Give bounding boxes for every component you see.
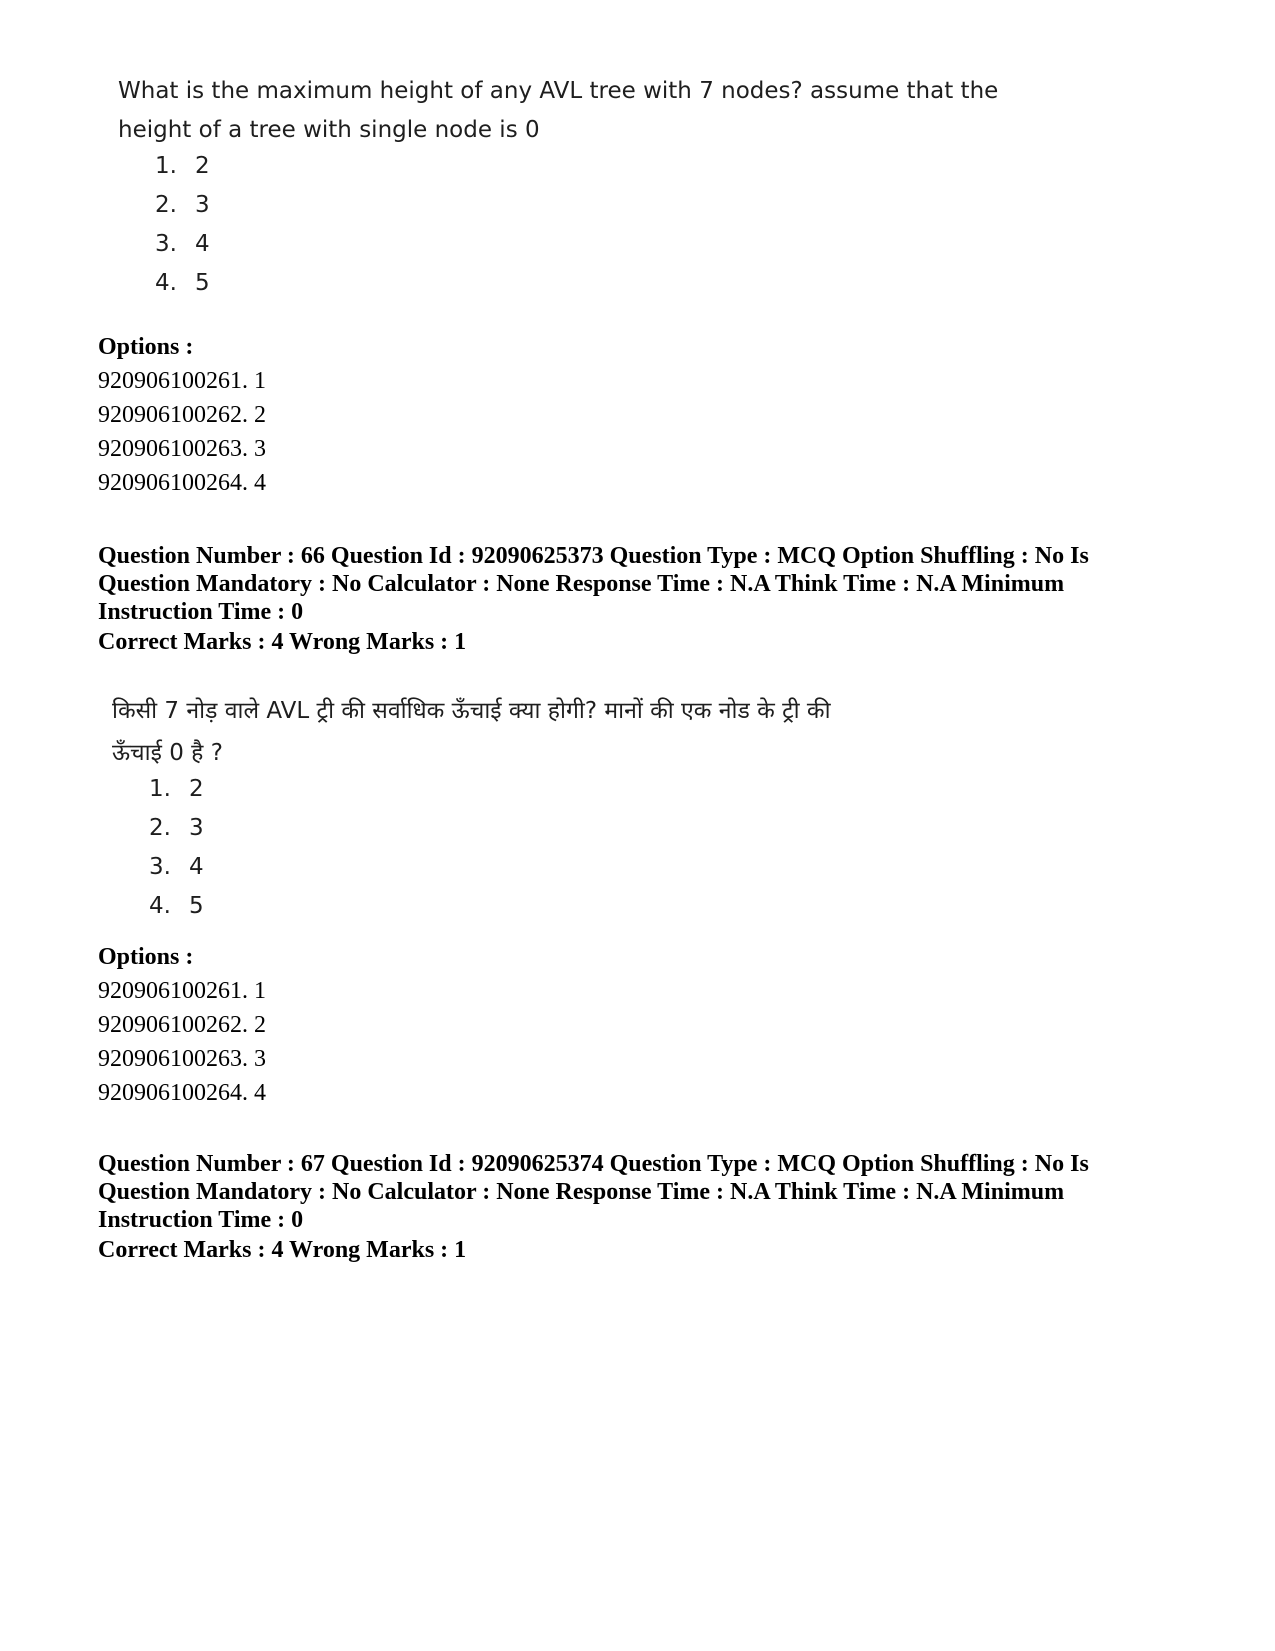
- option-line: 920906100261. 1: [98, 978, 266, 1004]
- choice-item: 2. 3: [149, 815, 204, 841]
- choice-item: 2. 3: [155, 192, 210, 218]
- choice-list: [100, 147, 1100, 303]
- option-line: 920906100262. 2: [98, 1012, 266, 1038]
- choice-item: 3. 4: [149, 854, 204, 880]
- options-block-66: [98, 940, 266, 1110]
- choice-item: 4. 5: [155, 270, 210, 296]
- question-text-line: किसी 7 नोड़ वाले AVL ट्री की सर्वाधिक ऊँचाई क्या होगी? मानों की एक नोड के ट्री की: [112, 698, 831, 724]
- options-block-65: [98, 330, 266, 500]
- option-line: 920906100263. 3: [98, 1046, 266, 1072]
- question-text-line: What is the maximum height of any AVL tree with 7 nodes? assume that the: [118, 78, 999, 104]
- choice-list: [94, 770, 1094, 926]
- question-67-marks: Correct Marks : 4 Wrong Marks : 1: [98, 1237, 467, 1263]
- question-text-line: ऊँचाई 0 है ?: [112, 740, 223, 766]
- option-line: 920906100263. 3: [98, 436, 266, 462]
- options-title: Options :: [98, 334, 194, 360]
- option-line: 920906100264. 4: [98, 1080, 266, 1106]
- option-line: 920906100264. 4: [98, 470, 266, 496]
- question-65-image: [100, 72, 1100, 303]
- options-title: Options :: [98, 944, 194, 970]
- option-line: 920906100261. 1: [98, 368, 266, 394]
- question-67-meta: Question Number : 67 Question Id : 92090625374 Question Type : MCQ Option Shuffling : No Is Question Mandatory : No Calculator : None Response Time : N.A Think Time : N.A Minimum Instruction Time : 0: [98, 1151, 1089, 1233]
- question-66-image: [94, 690, 1094, 926]
- choice-item: 1. 2: [155, 153, 210, 179]
- question-text-line: height of a tree with single node is 0: [118, 117, 540, 143]
- choice-item: 4. 5: [149, 893, 204, 919]
- question-66-marks: Correct Marks : 4 Wrong Marks : 1: [98, 629, 467, 655]
- option-line: 920906100262. 2: [98, 402, 266, 428]
- choice-item: 1. 2: [149, 776, 204, 802]
- question-66-meta: Question Number : 66 Question Id : 92090625373 Question Type : MCQ Option Shuffling : No Is Question Mandatory : No Calculator : None Response Time : N.A Think Time : N.A Minimum Instruction Time : 0: [98, 543, 1089, 625]
- choice-item: 3. 4: [155, 231, 210, 257]
